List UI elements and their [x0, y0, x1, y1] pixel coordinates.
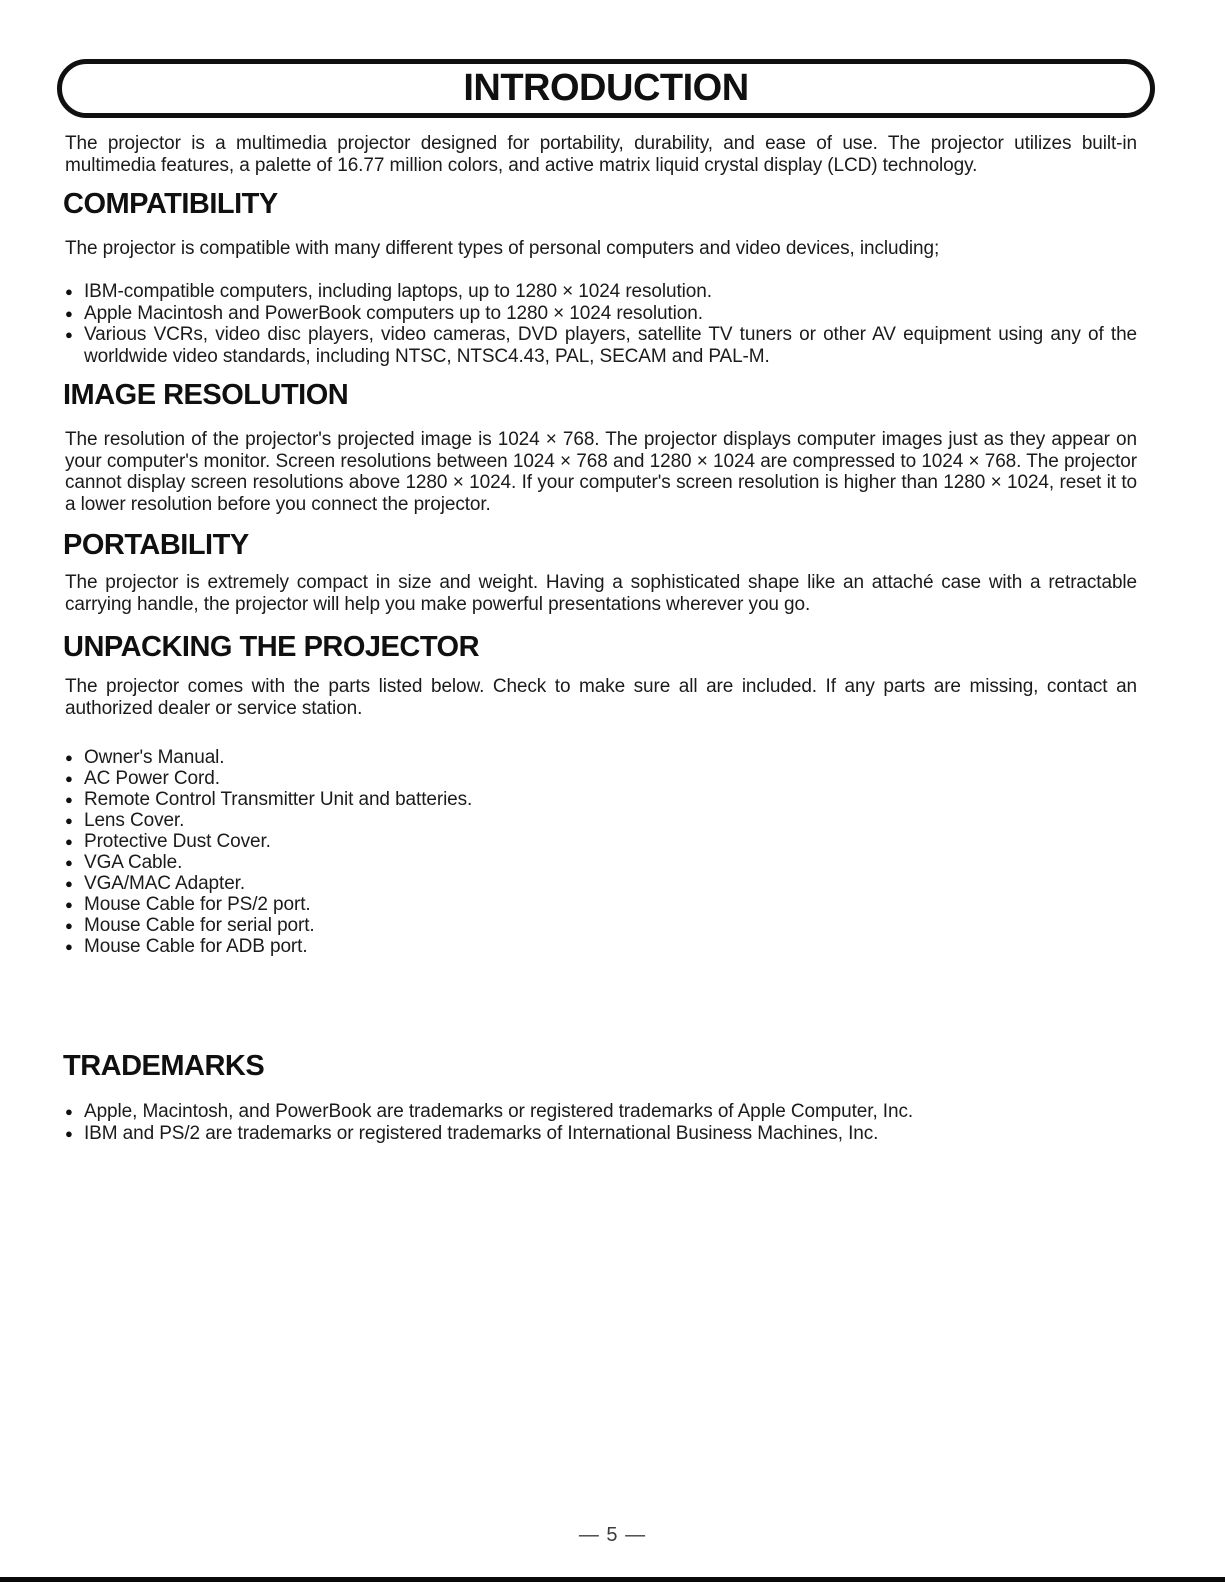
title-banner — [57, 59, 1155, 118]
trademarks-list — [65, 1101, 1137, 1144]
bullet-icon: ● — [65, 792, 73, 807]
list-item-text: Lens Cover. — [84, 810, 185, 831]
list-item-text: Apple, Macintosh, and PowerBook are trademarks or registered trademarks of Apple Computer, Inc. — [84, 1101, 914, 1122]
bullet-icon: ● — [65, 939, 73, 954]
unpacking-paragraph: The projector comes with the parts listed below. Check to make sure all are included. If any parts are missing, contact an authorized dealer or service station. — [65, 676, 1137, 719]
list-item-text: IBM-compatible computers, including laptops, up to 1280 × 1024 resolution. — [84, 281, 712, 302]
image-resolution-paragraph: The resolution of the projector's projected image is 1024 × 768. The projector displays computer images just as they appear on your computer's monitor. Screen resolutions between 1024 × 768 and 1280 × 1024 are compressed to 1024 × 768. The projector cannot display screen resolutions above 1280 × 1024. If your computer's screen resolution is higher than 1280 × 1024, reset it to a lower resolution before you connect the projector. — [65, 429, 1137, 515]
bullet-icon: ● — [65, 855, 73, 870]
list-item-text: Remote Control Transmitter Unit and batteries. — [84, 789, 473, 810]
list-item-text: Mouse Cable for ADB port. — [84, 936, 308, 957]
list-item-text: VGA/MAC Adapter. — [84, 873, 246, 894]
bullet-icon: ● — [65, 897, 73, 912]
bullet-icon: ● — [65, 284, 73, 299]
list-item-text: Apple Macintosh and PowerBook computers up to 1280 × 1024 resolution. — [84, 302, 703, 324]
list-item-text: Mouse Cable for PS/2 port. — [84, 894, 311, 915]
list-item — [65, 936, 1137, 957]
intro-paragraph: The projector is a multimedia projector designed for portability, durability, and ease of use. The projector utilizes built-in multimedia features, a palette of 16.77 million colors, and active matrix liquid crystal display (LCD) technology. — [65, 133, 1137, 176]
list-item — [65, 303, 1137, 325]
list-item-text: IBM and PS/2 are trademarks or registered trademarks of International Business Machines, Inc. — [84, 1122, 879, 1144]
list-item-text: Mouse Cable for serial port. — [84, 915, 315, 936]
list-item — [65, 281, 1137, 303]
section-heading-image-resolution: IMAGE RESOLUTION — [63, 379, 349, 411]
list-item — [65, 894, 1137, 915]
bullet-icon: ● — [65, 750, 73, 765]
list-item — [65, 789, 1137, 810]
list-item — [65, 1101, 1137, 1123]
unpacking-list — [65, 747, 1137, 957]
bullet-icon: ● — [65, 305, 73, 321]
list-item — [65, 831, 1137, 852]
portability-paragraph: The projector is extremely compact in size and weight. Having a sophisticated shape like an attaché case with a retractable carrying handle, the projector will help you make powerful presentations wherever you go. — [65, 572, 1137, 615]
list-item — [65, 810, 1137, 831]
list-item-text: AC Power Cord. — [84, 768, 220, 789]
bullet-icon: ● — [65, 771, 73, 786]
bullet-icon: ● — [65, 876, 73, 891]
section-heading-compatibility: COMPATIBILITY — [63, 188, 278, 220]
list-item — [65, 915, 1137, 936]
bullet-icon: ● — [65, 918, 73, 933]
bullet-icon: ● — [65, 327, 73, 342]
bullet-icon: ● — [65, 1125, 73, 1141]
page-title: INTRODUCTION — [463, 67, 749, 109]
list-item-text: Owner's Manual. — [84, 747, 225, 768]
list-item — [65, 1123, 1137, 1145]
list-item — [65, 873, 1137, 894]
page-number: — 5 — — [578, 1524, 647, 1546]
list-item — [65, 852, 1137, 873]
section-heading-portability: PORTABILITY — [63, 529, 249, 561]
list-item-text: Various VCRs, video disc players, video cameras, DVD players, satellite TV tuners or other AV equipment using any of the worldwide video standards, including NTSC, NTSC4.43, PAL, SECAM and PAL-M. — [84, 324, 1137, 367]
compatibility-paragraph: The projector is compatible with many different types of personal computers and video devices, including; — [65, 238, 940, 259]
section-heading-unpacking: UNPACKING THE PROJECTOR — [63, 631, 480, 663]
scan-edge-line — [0, 1577, 1225, 1582]
list-item-text: Protective Dust Cover. — [84, 831, 271, 852]
list-item — [65, 768, 1137, 789]
list-item-text: VGA Cable. — [84, 852, 183, 873]
bullet-icon: ● — [65, 834, 73, 849]
compatibility-list — [65, 281, 1137, 367]
bullet-icon: ● — [65, 813, 73, 828]
bullet-icon: ● — [65, 1104, 73, 1119]
section-heading-trademarks: TRADEMARKS — [63, 1050, 265, 1082]
list-item — [65, 324, 1137, 367]
list-item — [65, 747, 1137, 768]
